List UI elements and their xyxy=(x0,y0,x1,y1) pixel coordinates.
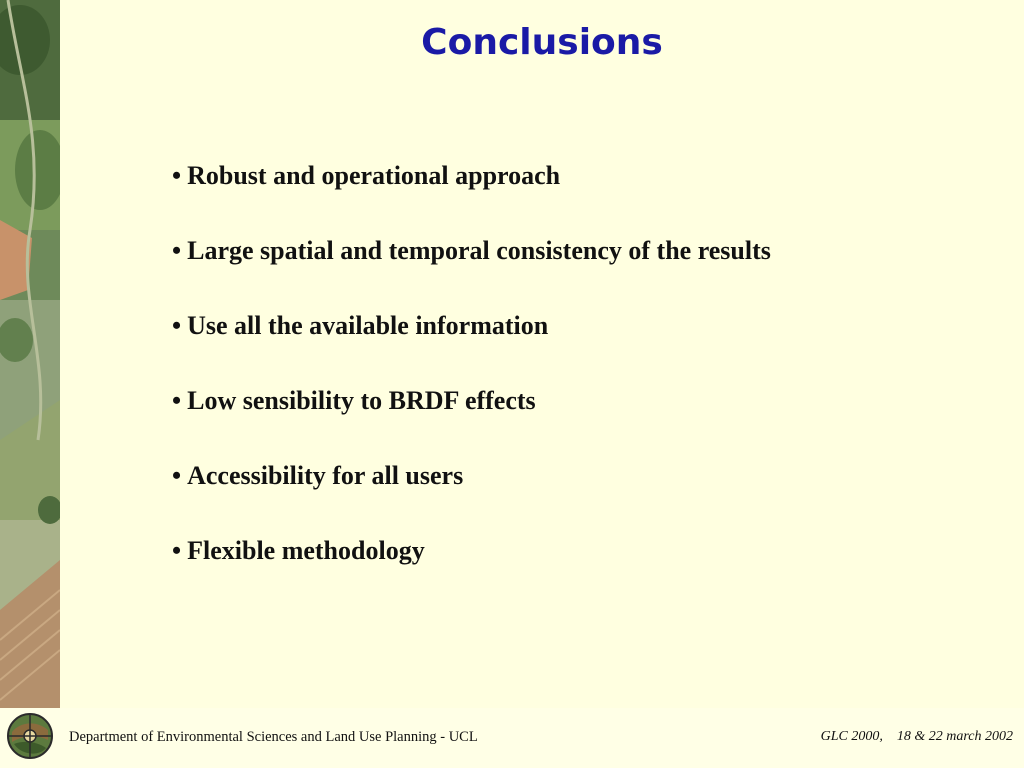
list-item-text: Flexible methodology xyxy=(187,536,425,565)
conference-name: GLC 2000, xyxy=(820,729,883,744)
slide-footer xyxy=(0,708,1024,768)
ucl-logo-icon xyxy=(6,712,54,760)
list-item-text: Use all the available information xyxy=(187,311,549,340)
bullet-glyph: • xyxy=(172,536,182,565)
list-item xyxy=(172,158,771,233)
bullet-glyph: • xyxy=(172,461,182,490)
department-label: Department of Environmental Sciences and Land Use Planning - UCL xyxy=(69,729,478,745)
bullet-glyph: • xyxy=(172,386,182,415)
bullet-glyph: • xyxy=(172,236,182,265)
list-item-text: Accessibility for all users xyxy=(187,461,464,490)
list-item xyxy=(172,533,771,608)
list-item xyxy=(172,383,771,458)
list-item-text: Large spatial and temporal consistency of the results xyxy=(187,236,771,265)
list-item xyxy=(172,308,771,383)
bullet-glyph: • xyxy=(172,311,182,340)
list-item-text: Low sensibility to BRDF effects xyxy=(187,386,536,415)
bullet-glyph: • xyxy=(172,161,182,190)
aerial-photo-graphic xyxy=(0,0,60,708)
list-item-text: Robust and operational approach xyxy=(187,161,561,190)
conclusions-list xyxy=(172,158,771,608)
list-item xyxy=(172,458,771,533)
conference-dates: 18 & 22 march 2002 xyxy=(896,729,1013,744)
list-item xyxy=(172,233,771,308)
logo-graphic xyxy=(6,712,54,760)
slide-title: Conclusions xyxy=(421,22,663,63)
conference-label xyxy=(821,729,1013,745)
aerial-photo-image xyxy=(0,0,60,708)
